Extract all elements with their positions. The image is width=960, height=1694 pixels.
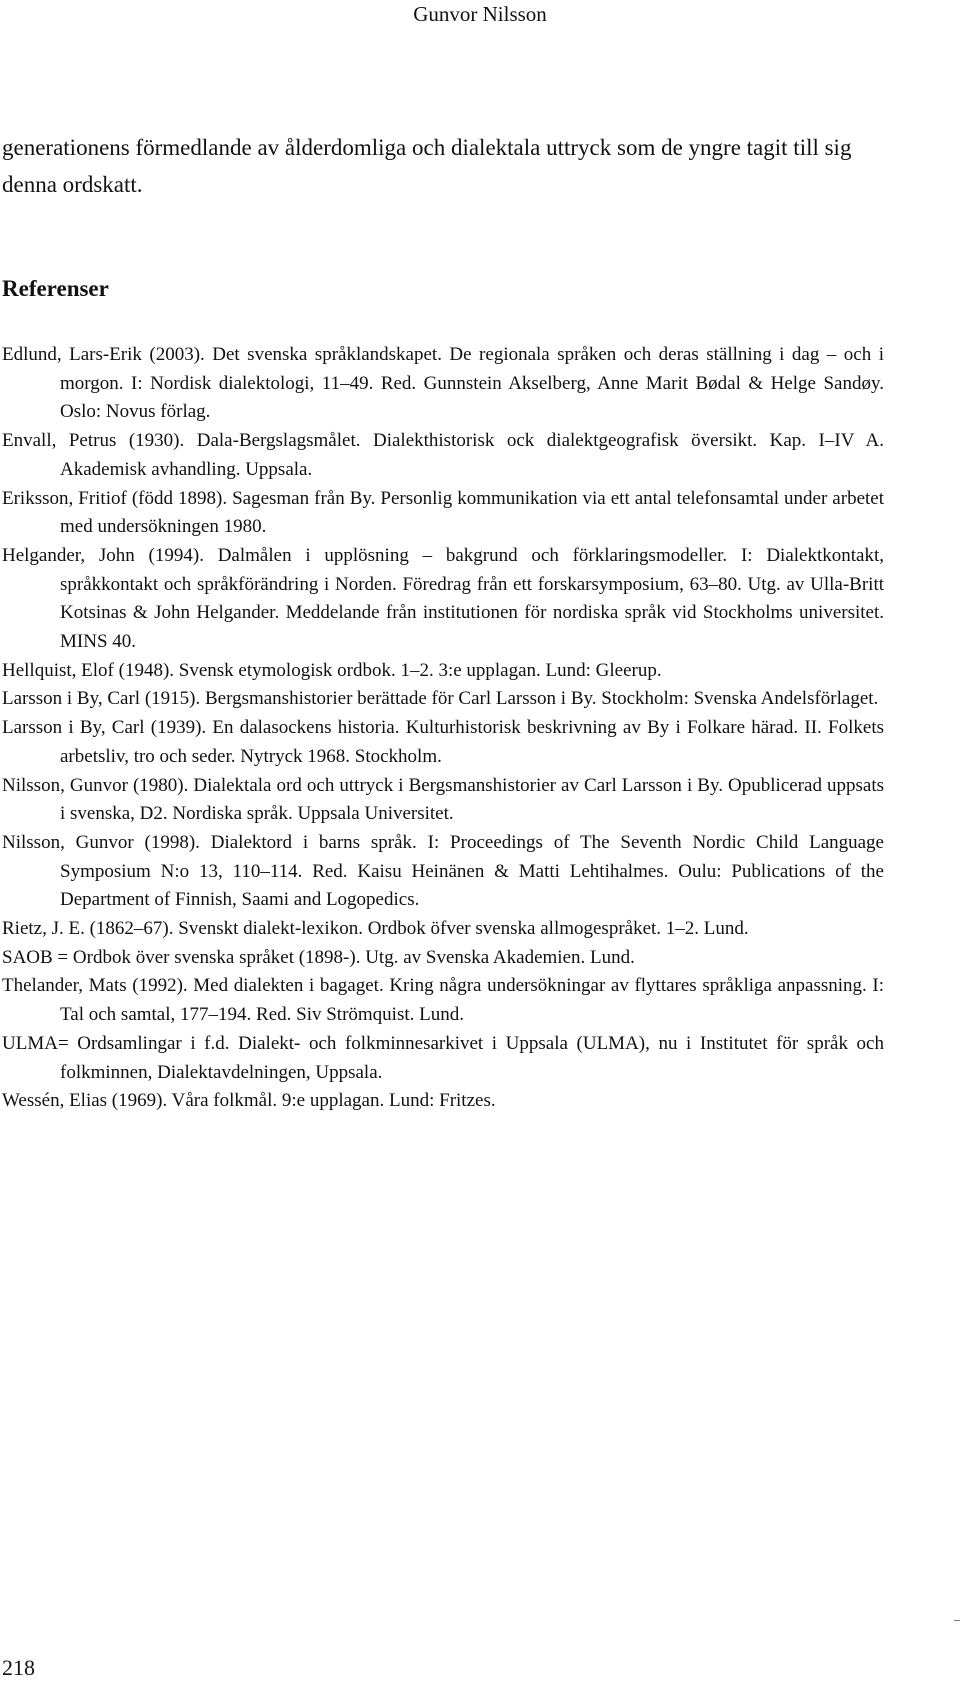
reference-item-nilsson-1980: Nilsson, Gunvor (1980). Dialektala ord och uttryck i Bergsmanshistorier av Carl Larsson i By. Opublicerad uppsats i svenska, D2. Nordiska språk. Uppsala Universitet. <box>2 774 884 825</box>
reference-item-thelander: Thelander, Mats (1992). Med dialekten i bagaget. Kring några undersökningar av flyttares språkliga anpassning. I: Tal och samtal, 177–194. Red. Siv Strömquist. Lund. <box>2 975 884 1026</box>
reference-item-ulma: ULMA= Ordsamlingar i f.d. Dialekt- och folkminnesarkivet i Uppsala (ULMA), nu i Institutet för språk och folkminnen, Dialektavdelningen, Uppsala. <box>2 1032 884 1083</box>
reference-item-hellquist: Hellquist, Elof (1948). Svensk etymologisk ordbok. 1–2. 3:e upplagan. Lund: Gleerup. <box>2 659 662 681</box>
reference-item-saob: SAOB = Ordbok över svenska språket (1898-). Utg. av Svenska Akademien. Lund. <box>2 946 635 968</box>
reference-item-envall: Envall, Petrus (1930). Dala-Bergslagsmålet. Dialekthistorisk ock dialektgeografisk översikt. Kap. I–IV A. Akademisk avhandling. Uppsala. <box>2 430 884 480</box>
reference-item-wessen: Wessén, Elias (1969). Våra folkmål. 9:e upplagan. Lund: Fritzes. <box>2 1090 496 1112</box>
reference-item-helgander: Helgander, John (1994). Dalmålen i upplösning – bakgrund och förklaringsmodeller. I: Dialektkontakt, språkkontakt och språkförändring i Norden. Föredrag från ett forskarsymposium, 63–80. Utg. av Ulla-Britt Kotsinas & John Helgander. Meddelande från institutionen för nordiska språk vid Stockholms universitet. MINS 40. <box>2 544 884 653</box>
page-number: 218 <box>2 1655 35 1680</box>
running-header: Gunvor Nilsson <box>413 2 547 26</box>
reference-item-rietz: Rietz, J. E. (1862–67). Svenskt dialekt-lexikon. Ordbok öfver svenska allmogespråket. 1–2. Lund. <box>2 918 749 940</box>
reference-item-eriksson: Eriksson, Fritiof (född 1898). Sagesman från By. Personlig kommunikation via ett antal telefonsamtal under arbetet med undersökningen 1980. <box>2 487 884 538</box>
reference-item-nilsson-1998: Nilsson, Gunvor (1998). Dialektord i barns språk. I: Proceedings of The Seventh Nordic Child Language Symposium N:o 13, 110–114. Red. Kaisu Heinänen & Matti Lehtihalmes. Oulu: Publications of the Department of Finnish, Saami and Logopedics. <box>2 831 884 911</box>
reference-item-larsson-1939: Larsson i By, Carl (1939). En dalasockens historia. Kulturhistorisk beskrivning av By i Folkare härad. II. Folkets arbetsliv, tro och seder. Nytryck 1968. Stockholm. <box>2 717 884 767</box>
references-heading: Referenser <box>2 276 109 301</box>
margin-rule <box>954 1620 960 1621</box>
reference-list <box>2 341 884 1116</box>
intro-paragraph: generationens förmedlande av ålderdomliga och dialektala uttryck som de yngre tagit till sig denna ordskatt. <box>2 135 852 197</box>
reference-item-larsson-1915: Larsson i By, Carl (1915). Bergsmanshistorier berättade för Carl Larsson i By. Stockholm: Svenska Andelsförlaget. <box>2 688 879 710</box>
reference-item-edlund: Edlund, Lars-Erik (2003). Det svenska språklandskapet. De regionala språken och deras ställning i dag – och i morgon. I: Nordisk dialektologi, 11–49. Red. Gunnstein Akselberg, Anne Marit Bødal & Helge Sandøy. Oslo: Novus förlag. <box>2 344 884 423</box>
